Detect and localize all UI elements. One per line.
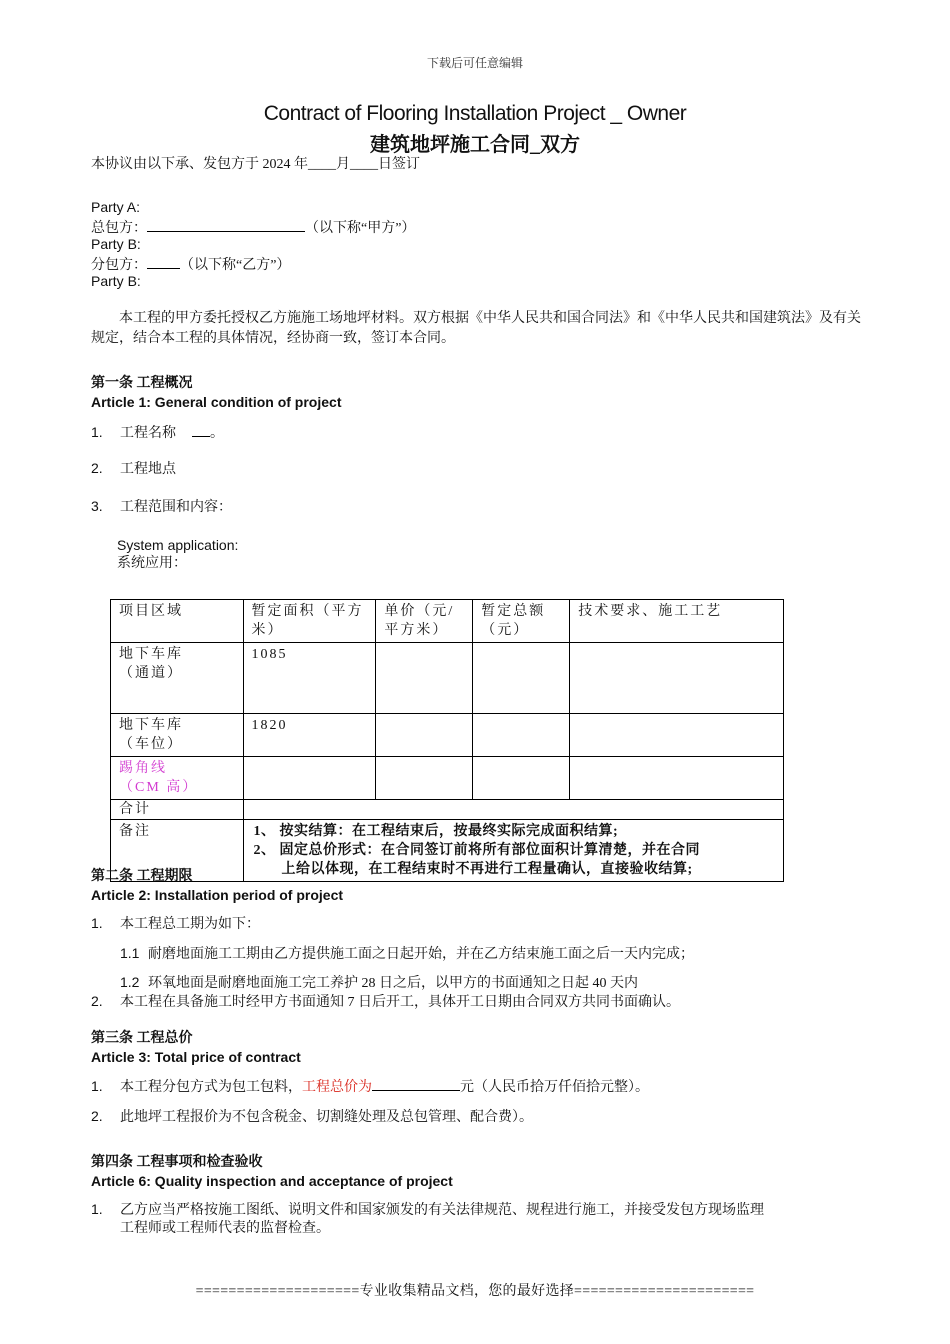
table-cell-size: 1820 [243, 714, 376, 757]
item-text: 本工程在具备施工时经甲方书面通知 7 日后开工，具体开工日期由合同双方共同书面确认。 [120, 995, 680, 1010]
project-location-label: 工程地点 [120, 462, 176, 477]
table-header-cell: 单价（元/平方米） [376, 600, 473, 643]
project-name-suffix: 。 [210, 426, 224, 441]
table-cell-total[interactable] [473, 757, 570, 800]
table-cell-area [111, 714, 244, 757]
table-cell-tech[interactable] [570, 757, 784, 800]
table-cell-total[interactable] [473, 714, 570, 757]
sub-contractor-blank[interactable] [147, 254, 180, 269]
article4-title-en: Article 6: Quality inspection and acceptance of project [91, 1173, 453, 1189]
table-cell-unit-price[interactable] [376, 757, 473, 800]
article4-title-cn: 第四条 工程事项和检查验收 [91, 1155, 263, 1170]
item-text: 本工程总工期为如下： [120, 917, 260, 932]
total-value[interactable] [243, 800, 784, 820]
signing-line: 本协议由以下承、发包方于 2024 年____月____日签订 [91, 157, 420, 172]
general-contractor-blank[interactable] [147, 217, 305, 232]
intro-paragraph: 本工程的甲方委托授权乙方施施工场地坪材料。双方根据《中华人民共和国合同法》和《中华人民共和国建筑法》及有关规定，结合本工程的具体情况，经协商一致，签订本合同。 [91, 311, 861, 346]
table-header-cell: 暂定面积（平方米） [243, 600, 376, 643]
project-name-blank[interactable] [192, 422, 210, 437]
footer-banner: ====================专业收集精品文档，您的最好选择====================== [195, 1284, 755, 1299]
item-number: 1. [91, 424, 103, 440]
area-sub: （CM 高） [119, 780, 199, 795]
article2-sub-1 [120, 944, 694, 964]
total-label: 合计 [111, 800, 244, 820]
pricing-table [110, 599, 784, 882]
title-english: Contract of Flooring Installation Project _ Owner [263, 102, 687, 125]
sub-number: 1.1 [120, 945, 140, 961]
table-row [111, 714, 784, 757]
article2-title-en: Article 2: Installation period of project [91, 887, 344, 903]
item-text: 此地坪工程报价为不包含税金、切割缝处理及总包管理、配合费）。 [120, 1110, 533, 1125]
general-contractor-suffix: （以下称“甲方”） [305, 221, 416, 236]
table-remarks-row [111, 820, 784, 882]
table-row [111, 643, 784, 714]
sub-contractor-label: 分包方： [91, 258, 147, 273]
project-name-label: 工程名称 [120, 426, 176, 441]
system-application-cn: 系统应用： [117, 556, 187, 571]
item-number: 2. [91, 460, 103, 476]
general-contractor-label: 总包方： [91, 221, 147, 236]
article2-title-cn: 第二条 工程期限 [91, 869, 193, 884]
item-text-after: 元（人民币拾万仟佰拾元整）。 [460, 1080, 649, 1095]
article3-title-cn: 第三条 工程总价 [91, 1031, 193, 1046]
table-cell-total[interactable] [473, 643, 570, 714]
total-price-blank[interactable] [372, 1076, 460, 1091]
remark-line-2: 2、 固定总价形式：在合同签订前将所有部位面积计算清楚，并在合同 [253, 843, 700, 858]
table-cell-unit-price[interactable] [376, 714, 473, 757]
area-sub: （通道） [119, 666, 183, 681]
article3-item-2 [91, 1107, 533, 1127]
table-cell-unit-price[interactable] [376, 643, 473, 714]
sub-text: 耐磨地面施工工期由乙方提供施工面之日起开始，并在乙方结束施工面之后一天内完成； [148, 947, 694, 962]
article2-item-2 [91, 992, 680, 1012]
table-cell-size: 1085 [243, 643, 376, 714]
article3-title-en: Article 3: Total price of contract [91, 1049, 301, 1065]
party-b-label: Party B: [91, 236, 141, 252]
item-number: 3. [91, 498, 103, 514]
article1-title-en: Article 1: General condition of project [91, 394, 342, 410]
item-number: 2. [91, 1108, 103, 1124]
party-b-label-2: Party B: [91, 273, 141, 289]
article2-item-1 [91, 914, 260, 934]
remarks-content [243, 820, 784, 882]
table-header-cell: 技术要求、施工工艺 [570, 600, 784, 643]
item-text-line1: 乙方应当严格按施工图纸、说明文件和国家颁发的有关法律规范、规程进行施工，并接受发包方现场监理 [120, 1203, 764, 1218]
table-cell-tech[interactable] [570, 643, 784, 714]
article2-sub-2 [120, 973, 638, 993]
table-cell-area [111, 757, 244, 800]
article1-title-cn: 第一条 工程概况 [91, 376, 193, 391]
system-application-en: System application: [117, 537, 239, 553]
table-header-cell: 暂定总额（元） [473, 600, 570, 643]
article4-item-1 [91, 1200, 764, 1220]
item-number: 2. [91, 993, 103, 1009]
area-name: 踢角线 [119, 761, 167, 776]
table-total-row [111, 800, 784, 820]
sub-number: 1.2 [120, 974, 140, 990]
article1-item-3 [91, 497, 232, 517]
remark-line-3: 上给以体现，在工程结束时不再进行工程量确认，直接验收结算; [281, 862, 693, 877]
area-sub: （车位） [119, 737, 183, 752]
article3-item-1 [91, 1076, 649, 1097]
item-text: 本工程分包方式为包工包料， [120, 1080, 302, 1095]
sub-contractor-suffix: （以下称“乙方”） [180, 258, 291, 273]
table-cell-size [243, 757, 376, 800]
total-price-label: 工程总价为 [302, 1080, 372, 1095]
area-name: 地下车库 [119, 647, 183, 662]
remarks-label: 备注 [111, 820, 244, 882]
title-chinese: 建筑地坪施工合同_双方 [370, 134, 580, 156]
sub-text: 环氧地面是耐磨地面施工完工养护 28 日之后，以甲方的书面通知之日起 40 天内 [148, 976, 638, 991]
project-scope-label: 工程范围和内容： [120, 500, 232, 515]
party-a-label: Party A: [91, 199, 141, 215]
header-note: 下载后可任意编辑 [426, 56, 523, 70]
item-number: 1. [91, 915, 103, 931]
article1-item-1 [91, 422, 224, 443]
area-name: 地下车库 [119, 718, 183, 733]
item-number: 1. [91, 1201, 103, 1217]
table-cell-area [111, 643, 244, 714]
table-cell-tech[interactable] [570, 714, 784, 757]
table-header-cell: 项目区域 [111, 600, 244, 643]
article4-item-1-cont: 工程师或工程师代表的监督检查。 [120, 1221, 330, 1236]
table-row [111, 757, 784, 800]
item-number: 1. [91, 1078, 103, 1094]
table-header-row [111, 600, 784, 643]
article1-item-2 [91, 459, 176, 479]
remark-line-1: 1、 按实结算：在工程结束后，按最终实际完成面积结算; [253, 824, 619, 839]
